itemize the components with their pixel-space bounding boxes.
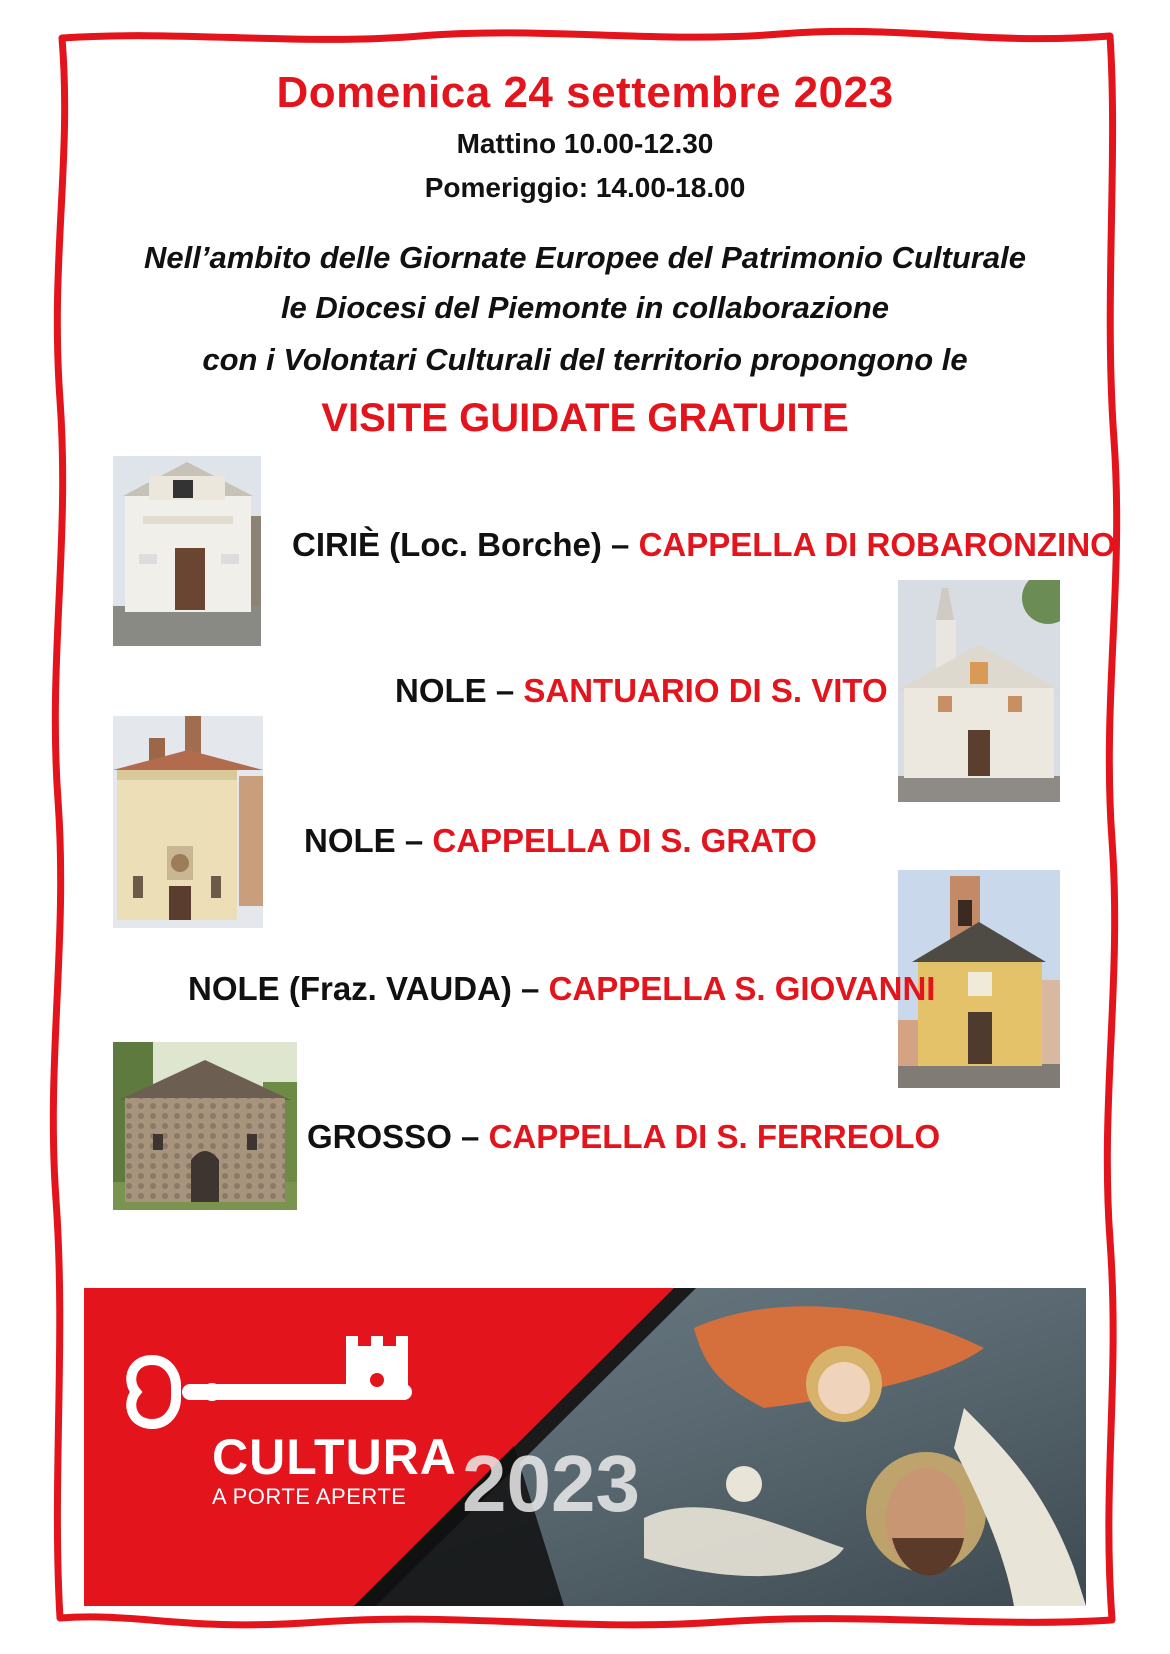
visit-place: CAPPELLA DI ROBARONZINO: [638, 526, 1116, 563]
visit-san-grato: [304, 822, 817, 860]
visit-place: CAPPELLA DI S. GRATO: [432, 822, 817, 859]
morning-hours: Mattino 10.00-12.30: [456, 128, 714, 159]
intro-line-1: Nell’ambito delle Giornate Europee del Patrimonio Culturale: [144, 240, 1026, 275]
visit-place: CAPPELLA S. GIOVANNI: [548, 970, 936, 1007]
afternoon-hours: Pomeriggio: 14.00-18.00: [424, 172, 746, 203]
san-grato-chapel-photo: [113, 716, 263, 928]
visit-san-ferreolo: [307, 1118, 940, 1156]
event-date: Domenica 24 settembre 2023: [276, 68, 894, 117]
intro-line-3: con i Volontari Culturali del territorio propongono le: [202, 342, 968, 377]
san-ferreolo-chapel-photo: [113, 1042, 297, 1210]
brand-name: CULTURA: [212, 1429, 457, 1485]
robaronzino-chapel-photo: [113, 456, 261, 646]
brand-tagline: A PORTE APERTE: [212, 1484, 407, 1509]
visit-town: NOLE –: [304, 822, 433, 859]
visit-san-giovanni: [188, 970, 935, 1008]
visit-robaronzino: [292, 526, 1116, 564]
visit-town: GROSSO –: [307, 1118, 489, 1155]
visit-town: CIRIÈ (Loc. Borche) –: [292, 526, 639, 563]
cultura-a-porte-aperte-banner: [84, 1288, 1086, 1606]
intro-line-2: le Diocesi del Piemonte in collaborazione: [280, 290, 890, 325]
san-vito-sanctuary-photo: [898, 580, 1060, 802]
visit-place: CAPPELLA DI S. FERREOLO: [488, 1118, 941, 1155]
banner-year: 2023: [462, 1439, 640, 1528]
visit-place: SANTUARIO DI S. VITO: [523, 672, 888, 709]
visit-san-vito: [395, 672, 888, 710]
free-tours-heading: VISITE GUIDATE GRATUITE: [321, 396, 849, 440]
visit-town: NOLE (Fraz. VAUDA) –: [188, 970, 549, 1007]
visit-town: NOLE –: [395, 672, 524, 709]
